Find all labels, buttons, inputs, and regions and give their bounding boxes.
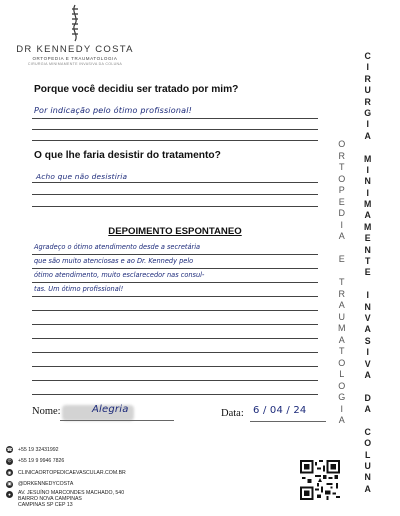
vertical-letter: E (364, 233, 371, 244)
testimonial-rule (32, 254, 318, 255)
vertical-letter: A (364, 324, 371, 335)
vertical-letter: U (364, 461, 371, 472)
website-text: CLINICAORTOPEDICAEVASCULAR.COM.BR (18, 469, 126, 476)
vertical-letter: N (364, 244, 371, 255)
address-line: CAMPINAS SP CEP 13 (18, 501, 73, 508)
vertical-letter: A (338, 231, 345, 241)
brand-name: DR KENNEDY COSTA (16, 44, 134, 55)
date-line (250, 421, 326, 422)
vertical-letter: I (366, 164, 369, 175)
vertical-letter: G (364, 107, 372, 118)
testimonial-rule (32, 296, 318, 297)
vertical-letter: O (364, 438, 372, 449)
vertical-letter: A (364, 483, 371, 494)
vertical-letter: L (339, 369, 345, 379)
address-line: BAIRRO NOVA CAMPINAS (18, 495, 82, 502)
vertical-letter (366, 143, 368, 154)
vertical-letter: E (364, 267, 371, 278)
testimonial-rule (32, 366, 318, 367)
name-line (60, 420, 174, 421)
vertical-letter: D (364, 392, 371, 403)
testimonial-rule (32, 310, 318, 311)
testimonial-line: ótimo atendimento, muito esclarecedor nas consul- (34, 271, 205, 279)
vertical-letter: G (338, 392, 346, 402)
cirurgia-vertical-text (364, 52, 371, 496)
vertical-letter: L (364, 449, 371, 460)
vertical-letter: S (364, 335, 371, 346)
address-line: AV. JESUÍNO MARCONDES MACHADO, 540 (18, 490, 125, 496)
date-label: Data: (221, 408, 244, 419)
phone-2-text: +55 19 9 9946 7826 (18, 458, 65, 465)
vertical-letter: N (364, 176, 371, 187)
answer-line (32, 140, 318, 141)
spine-logo-icon (69, 4, 81, 42)
ortopedia-vertical-text (338, 140, 346, 428)
vertical-letter: M (364, 221, 372, 232)
date-value: 6 / 04 / 24 (253, 405, 307, 416)
instagram-text: @DRKENNEDYCOSTA (18, 481, 74, 488)
vertical-letter: I (366, 347, 369, 358)
vertical-letter: O (338, 380, 346, 391)
vertical-letter: I (340, 403, 343, 414)
vertical-letter: E (338, 196, 345, 207)
testimonial-rule (32, 338, 318, 339)
answer-line (32, 182, 318, 183)
vertical-letter: M (364, 199, 372, 210)
vertical-letter: N (364, 472, 371, 483)
vertical-letter: A (364, 130, 371, 141)
vertical-letter: O (338, 139, 346, 149)
instagram-icon: ▣ (7, 481, 12, 487)
testimonial-line: tas. Um ótimo profissional! (34, 285, 124, 293)
testimonial-rule (32, 352, 318, 353)
contact-block (6, 444, 126, 508)
answer-2: Acho que não desistiria (36, 172, 128, 181)
vertical-letter: P (338, 185, 345, 195)
testimonial-title: DEPOIMENTO ESPONTANEO (108, 226, 242, 237)
vertical-letter: V (364, 358, 371, 369)
brand-specialty: ORTOPEDIA E TRAUMATOLOGIA (32, 56, 118, 61)
vertical-letter: I (366, 62, 369, 73)
testimonial-rule (32, 324, 318, 325)
answer-1: Por indicação pelo ótimo profissional! (34, 106, 193, 115)
vertical-letter (366, 382, 368, 393)
vertical-letter: C (364, 51, 371, 61)
vertical-letter: R (338, 288, 345, 299)
vertical-letter: I (340, 219, 343, 230)
name-label: Nome: (32, 406, 61, 417)
vertical-letter: A (364, 369, 371, 380)
contact-instagram (6, 479, 126, 491)
testimonial-rule (32, 282, 318, 283)
location-pin-icon: ● (6, 491, 13, 498)
testimonial-rule (32, 394, 318, 395)
vertical-letter: A (364, 404, 371, 415)
brand-subtitle: CIRURGIA MINIMAMENTE INVASIVA DA COLUNA (27, 62, 123, 66)
vertical-letter: A (338, 415, 345, 425)
question-1: Porque você decidiu ser tratado por mim? (34, 84, 239, 95)
vertical-letter: I (366, 119, 369, 130)
vertical-letter: U (364, 85, 371, 96)
vertical-letter: V (364, 312, 371, 323)
phone-1-text: +55 19 32431992 (18, 446, 59, 453)
vertical-letter: R (364, 73, 371, 84)
vertical-letter: T (339, 277, 345, 287)
vertical-letter: T (339, 346, 345, 356)
whatsapp-icon: ✆ (7, 458, 12, 464)
vertical-letter: M (364, 153, 372, 164)
answer-line (32, 118, 318, 119)
vertical-letter: D (338, 208, 345, 218)
vertical-letter: A (338, 334, 345, 345)
contact-phone-1 (6, 444, 126, 456)
vertical-letter: R (364, 96, 371, 107)
vertical-letter: O (338, 173, 346, 184)
globe-icon: ◉ (7, 469, 12, 475)
vertical-letter: R (338, 150, 345, 161)
vertical-letter: T (364, 256, 371, 267)
answer-line (32, 194, 318, 195)
answer-line (32, 206, 318, 207)
vertical-letter: I (366, 290, 369, 301)
contact-phone-2 (6, 456, 126, 468)
question-2: O que lhe faria desistir do tratamento? (34, 150, 221, 161)
testimonial-rule (32, 380, 318, 381)
vertical-letter: I (366, 187, 369, 198)
vertical-letter: A (364, 210, 371, 221)
vertical-letter: T (339, 162, 345, 172)
qr-code-icon (300, 460, 340, 500)
vertical-letter: O (338, 357, 346, 368)
testimonial-line: que são muito atenciosas e ao Dr. Kennedy pelo (34, 257, 194, 265)
vertical-letter: M (338, 323, 346, 333)
contact-address (6, 491, 126, 508)
signature: Alegria (92, 404, 129, 415)
testimonial-rule (32, 268, 318, 269)
clinic-logo (0, 4, 150, 66)
vertical-letter: U (338, 311, 345, 322)
vertical-letter: E (338, 254, 345, 264)
contact-website (6, 467, 126, 479)
testimonial-line: Agradeço o ótimo atendimento desde a secretária (34, 243, 201, 251)
vertical-letter: N (364, 301, 371, 312)
vertical-letter: A (338, 300, 345, 310)
vertical-letter: C (364, 426, 371, 437)
phone-icon: ☎ (6, 446, 13, 452)
answer-line (32, 129, 318, 130)
